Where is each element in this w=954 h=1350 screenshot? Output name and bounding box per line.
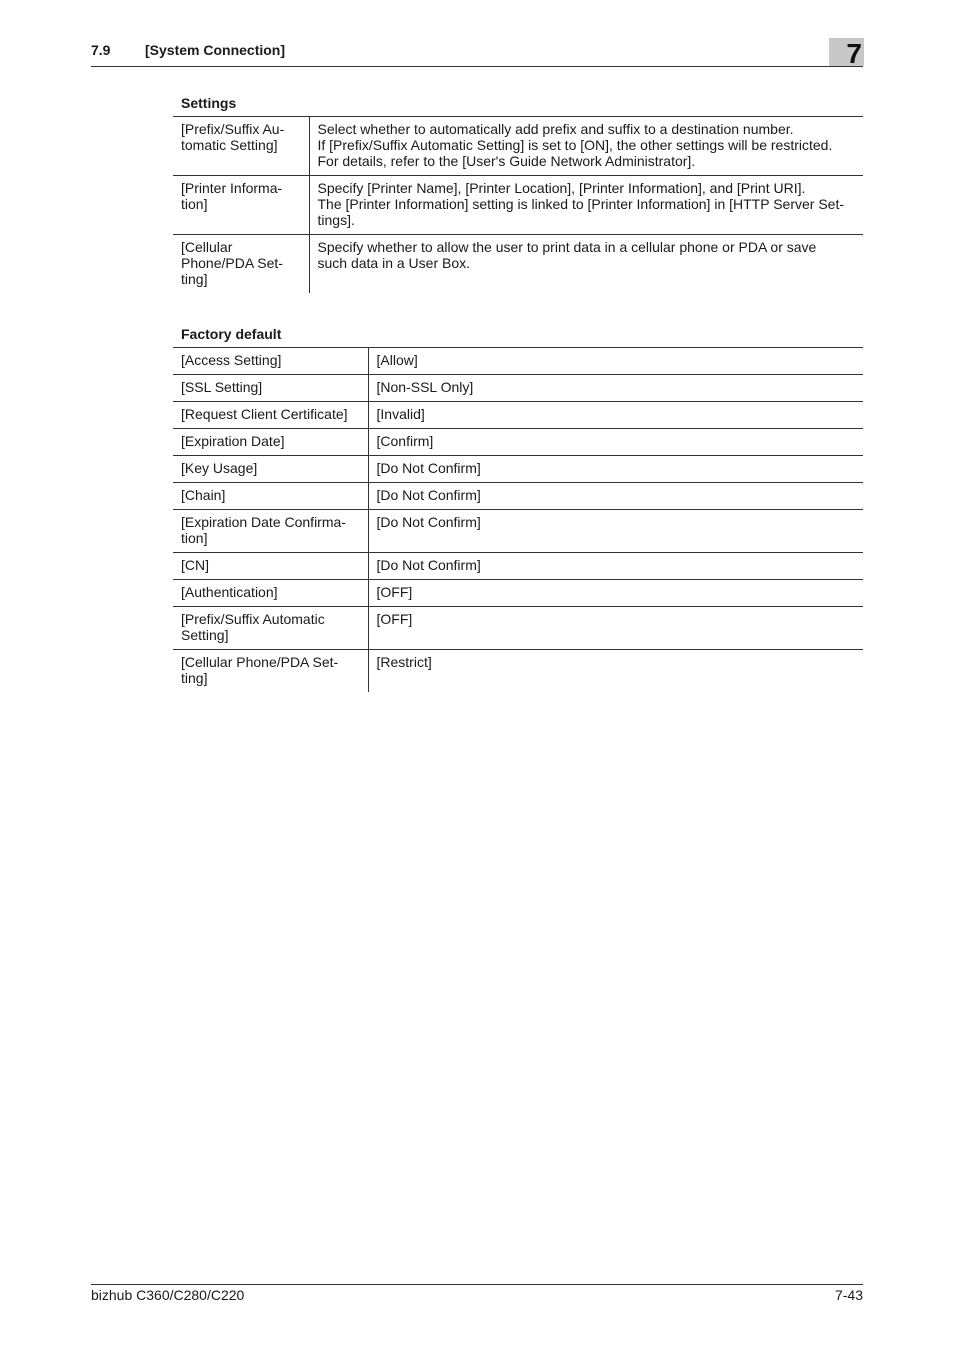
setting-name: [Key Usage] xyxy=(173,456,368,483)
setting-value: [Confirm] xyxy=(368,429,863,456)
setting-name: [Expiration Date Confirma- tion] xyxy=(173,510,368,553)
settings-table xyxy=(173,116,863,293)
factory-default-row xyxy=(173,510,863,553)
setting-name: [Printer Informa- tion] xyxy=(173,176,309,235)
section-number: 7.9 xyxy=(91,42,111,58)
factory-default-row xyxy=(173,402,863,429)
setting-name: [Cellular Phone/PDA Set- ting] xyxy=(173,650,368,693)
setting-name: [Expiration Date] xyxy=(173,429,368,456)
settings-row xyxy=(173,117,863,176)
factory-default-row xyxy=(173,580,863,607)
settings-heading: Settings xyxy=(181,95,237,111)
setting-value: [Restrict] xyxy=(368,650,863,693)
chapter-tab xyxy=(829,38,864,69)
factory-default-row xyxy=(173,456,863,483)
setting-description: Specify [Printer Name], [Printer Location], [Printer Information], and [Print URI]. The [Printer Information] setting is linked to [Printer Information] in [HTTP Server Set- tings]. xyxy=(309,176,863,235)
setting-name: [CN] xyxy=(173,553,368,580)
setting-value: [Do Not Confirm] xyxy=(368,553,863,580)
factory-default-table xyxy=(173,347,863,692)
settings-row xyxy=(173,176,863,235)
setting-value: [OFF] xyxy=(368,580,863,607)
factory-default-row xyxy=(173,348,863,375)
setting-name: [Authentication] xyxy=(173,580,368,607)
setting-name: [Access Setting] xyxy=(173,348,368,375)
footer-product: bizhub C360/C280/C220 xyxy=(91,1287,245,1303)
footer-rule xyxy=(91,1284,863,1285)
section-title: [System Connection] xyxy=(145,42,286,58)
page-header xyxy=(91,38,863,67)
factory-default-row xyxy=(173,650,863,693)
factory-default-row xyxy=(173,483,863,510)
setting-name: [Prefix/Suffix Au- tomatic Setting] xyxy=(173,117,309,176)
footer-page-number: 7-43 xyxy=(834,1287,863,1303)
setting-name: [Request Client Certificate] xyxy=(173,402,368,429)
setting-name: [Chain] xyxy=(173,483,368,510)
setting-value: [Allow] xyxy=(368,348,863,375)
factory-default-row xyxy=(173,375,863,402)
factory-default-heading: Factory default xyxy=(181,326,282,342)
chapter-number: 7 xyxy=(846,38,862,69)
setting-name: [Prefix/Suffix Automatic Setting] xyxy=(173,607,368,650)
settings-row xyxy=(173,235,863,294)
setting-name: [Cellular Phone/PDA Set- ting] xyxy=(173,235,309,294)
setting-value: [Do Not Confirm] xyxy=(368,456,863,483)
setting-value: [Do Not Confirm] xyxy=(368,510,863,553)
setting-value: [OFF] xyxy=(368,607,863,650)
setting-value: [Do Not Confirm] xyxy=(368,483,863,510)
setting-value: [Invalid] xyxy=(368,402,863,429)
setting-description: Specify whether to allow the user to print data in a cellular phone or PDA or save such data in a User Box. xyxy=(309,235,863,294)
setting-value: [Non-SSL Only] xyxy=(368,375,863,402)
factory-default-row xyxy=(173,429,863,456)
setting-description: Select whether to automatically add prefix and suffix to a destination number. If [Prefix/Suffix Automatic Setting] is set to [ON], the other settings will be restricted. For details, refer to the [User's Guide Network Administrator]. xyxy=(309,117,863,176)
factory-default-row xyxy=(173,553,863,580)
setting-name: [SSL Setting] xyxy=(173,375,368,402)
factory-default-row xyxy=(173,607,863,650)
